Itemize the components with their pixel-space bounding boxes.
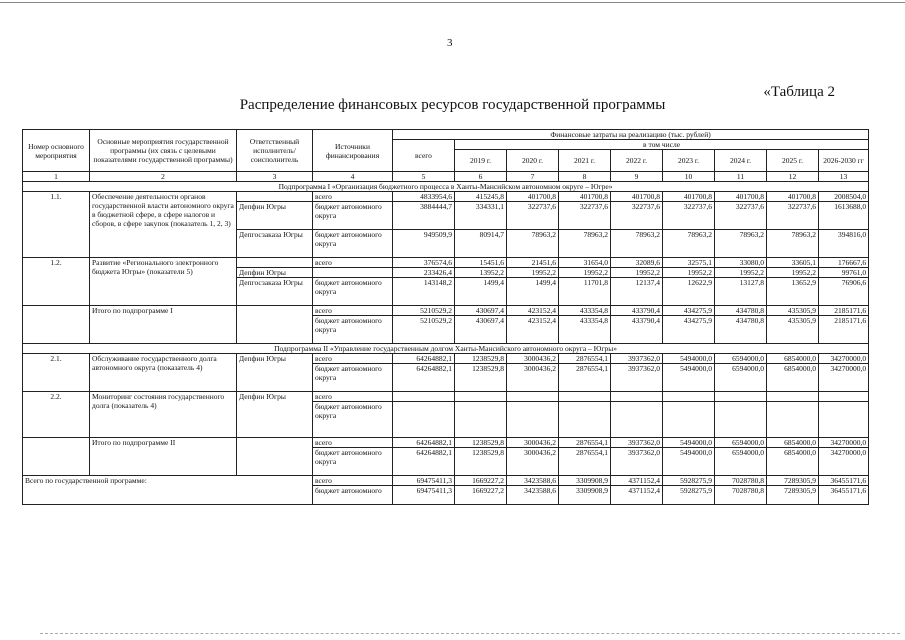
column-number: 9: [611, 172, 663, 182]
value-cell: 2008504,0: [819, 192, 869, 202]
value-cell: 6594000,0: [715, 354, 767, 364]
value-cell: 80914,7: [455, 230, 507, 258]
source-cell: бюджет автономного округа: [313, 364, 393, 392]
value-cell: 322737,6: [507, 202, 559, 230]
source-cell: всего: [313, 438, 393, 448]
executor-cell: Депфин Югры: [237, 202, 313, 230]
value-cell: 78963,2: [715, 230, 767, 258]
value-cell: 78963,2: [559, 230, 611, 258]
value-cell: 13952,2: [455, 268, 507, 278]
column-number: 8: [559, 172, 611, 182]
value-cell: 322737,6: [611, 202, 663, 230]
header-number: Номер основного мероприятия: [23, 130, 90, 172]
value-cell: 5494000,0: [663, 438, 715, 448]
source-cell: [313, 268, 393, 278]
value-cell: 5928275,9: [663, 486, 715, 505]
source-cell: всего: [313, 392, 393, 402]
value-cell: 78963,2: [507, 230, 559, 258]
value-cell: [819, 402, 869, 438]
executor-cell: Депфин Югры: [237, 268, 313, 278]
empty-cell: [23, 438, 90, 476]
value-cell: 401700,8: [663, 192, 715, 202]
value-cell: 430697,4: [455, 316, 507, 344]
value-cell: 64264882,1: [393, 448, 455, 476]
document-title: Распределение финансовых ресурсов государственной программы: [239, 97, 666, 113]
value-cell: [715, 392, 767, 402]
measure-number: 2.2.: [23, 392, 90, 438]
value-cell: 78963,2: [611, 230, 663, 258]
value-cell: 401700,8: [559, 192, 611, 202]
value-cell: 1238529,8: [455, 354, 507, 364]
value-cell: 64264882,1: [393, 364, 455, 392]
measure-number: 1.2.: [23, 258, 90, 306]
column-number: 2: [90, 172, 237, 182]
value-cell: 1499,4: [455, 278, 507, 306]
value-cell: 76906,6: [819, 278, 869, 306]
value-cell: 2876554,1: [559, 438, 611, 448]
value-cell: 3000436,2: [507, 438, 559, 448]
value-cell: 3000436,2: [507, 364, 559, 392]
value-cell: 434275,9: [663, 306, 715, 316]
value-cell: 1613688,0: [819, 202, 869, 230]
value-cell: 1499,4: [507, 278, 559, 306]
value-cell: [455, 392, 507, 402]
value-cell: 32089,6: [611, 258, 663, 268]
value-cell: 423152,4: [507, 316, 559, 344]
value-cell: 322737,6: [559, 202, 611, 230]
value-cell: [819, 392, 869, 402]
source-cell: всего: [313, 354, 393, 364]
value-cell: 19952,2: [507, 268, 559, 278]
header-year: 2019 г.: [455, 150, 507, 172]
value-cell: 34270000,0: [819, 364, 869, 392]
header-year: 2023 г.: [663, 150, 715, 172]
value-cell: [767, 392, 819, 402]
source-cell: бюджет автономного округа: [313, 448, 393, 476]
value-cell: 36455171,6: [819, 476, 869, 486]
value-cell: 430697,4: [455, 306, 507, 316]
value-cell: 69475411,3: [393, 476, 455, 486]
value-cell: 5210529,2: [393, 316, 455, 344]
value-cell: 6594000,0: [715, 448, 767, 476]
value-cell: 949509,9: [393, 230, 455, 258]
value-cell: 433354,8: [559, 306, 611, 316]
source-cell: бюджет автономного округа: [313, 202, 393, 230]
value-cell: 6854000,0: [767, 354, 819, 364]
header-year: 2022 г.: [611, 150, 663, 172]
column-number: 3: [237, 172, 313, 182]
value-cell: 19952,2: [611, 268, 663, 278]
value-cell: 1669227,2: [455, 486, 507, 505]
value-cell: 322737,6: [715, 202, 767, 230]
value-cell: 401700,8: [715, 192, 767, 202]
value-cell: 4371152,4: [611, 476, 663, 486]
value-cell: 7289305,9: [767, 476, 819, 486]
value-cell: 3309908,9: [559, 476, 611, 486]
value-cell: [559, 402, 611, 438]
measure-name: Обслуживание государственного долга автономного округа (показатель 4): [90, 354, 237, 392]
value-cell: 401700,8: [611, 192, 663, 202]
value-cell: 5494000,0: [663, 448, 715, 476]
subprogram-heading: Подпрограмма II «Управление государственным долгом Ханты-Мансийского автономного округа – Югры»: [23, 344, 869, 354]
value-cell: 5494000,0: [663, 354, 715, 364]
value-cell: 64264882,1: [393, 354, 455, 364]
value-cell: [455, 402, 507, 438]
value-cell: 401700,8: [767, 192, 819, 202]
source-cell: всего: [313, 306, 393, 316]
measure-number: 1.1.: [23, 192, 90, 258]
value-cell: 3423588,6: [507, 486, 559, 505]
bottom-border-line: [40, 633, 900, 634]
value-cell: 31654,0: [559, 258, 611, 268]
value-cell: 6854000,0: [767, 364, 819, 392]
value-cell: 19952,2: [559, 268, 611, 278]
executor-cell: Депгосзаказа Югры: [237, 230, 313, 258]
value-cell: 34270000,0: [819, 354, 869, 364]
header-costs: Финансовые затраты на реализацию (тыс. рублей): [393, 130, 869, 140]
value-cell: 434780,8: [715, 306, 767, 316]
value-cell: 19952,2: [767, 268, 819, 278]
source-cell: бюджет автономного округа: [313, 316, 393, 344]
value-cell: 3309908,9: [559, 486, 611, 505]
executor-cell: [237, 192, 313, 202]
executor-cell: [237, 258, 313, 268]
subtotal-label: Итого по подпрограмме I: [90, 306, 237, 344]
source-cell: всего: [313, 192, 393, 202]
measure-name: Мониторинг состояния государственного долга (показатель 4): [90, 392, 237, 438]
value-cell: 176667,6: [819, 258, 869, 268]
header-sources: Источники финансирования: [313, 130, 393, 172]
value-cell: 433790,4: [611, 306, 663, 316]
column-number: 4: [313, 172, 393, 182]
subprogram-heading: Подпрограмма I «Организация бюджетного процесса в Ханты-Мансийском автономном округе – Югре»: [23, 182, 869, 192]
value-cell: 12137,4: [611, 278, 663, 306]
value-cell: 435305,9: [767, 316, 819, 344]
executor-cell: Депгосзаказа Югры: [237, 278, 313, 306]
value-cell: 1669227,2: [455, 476, 507, 486]
value-cell: 7028780,8: [715, 486, 767, 505]
value-cell: 233426,4: [393, 268, 455, 278]
value-cell: [611, 392, 663, 402]
value-cell: 3937362,0: [611, 354, 663, 364]
value-cell: 434780,8: [715, 316, 767, 344]
value-cell: 434275,9: [663, 316, 715, 344]
value-cell: 415245,8: [455, 192, 507, 202]
value-cell: 5494000,0: [663, 364, 715, 392]
value-cell: 433790,4: [611, 316, 663, 344]
header-year: 2025 г.: [767, 150, 819, 172]
value-cell: 322737,6: [767, 202, 819, 230]
value-cell: 435305,9: [767, 306, 819, 316]
header-measures: Основные мероприятия государственной программы (их связь с целевыми показателями государственной программы): [90, 130, 237, 172]
value-cell: 143148,2: [393, 278, 455, 306]
value-cell: 6854000,0: [767, 448, 819, 476]
column-number: 12: [767, 172, 819, 182]
source-cell: всего: [313, 258, 393, 268]
measure-number: 2.1.: [23, 354, 90, 392]
value-cell: 5928275,9: [663, 476, 715, 486]
value-cell: 1238529,8: [455, 438, 507, 448]
value-cell: 1238529,8: [455, 448, 507, 476]
column-number: 7: [507, 172, 559, 182]
value-cell: 2876554,1: [559, 364, 611, 392]
value-cell: 2876554,1: [559, 354, 611, 364]
value-cell: 3000436,2: [507, 448, 559, 476]
executor-cell: Депфин Югры: [237, 354, 313, 392]
table-label: «Таблица 2: [763, 84, 835, 100]
value-cell: [611, 402, 663, 438]
source-cell: всего: [313, 476, 393, 486]
value-cell: 13127,8: [715, 278, 767, 306]
value-cell: 394816,0: [819, 230, 869, 258]
executor-cell: [237, 306, 313, 344]
value-cell: 322737,6: [663, 202, 715, 230]
column-number: 1: [23, 172, 90, 182]
finance-table: [22, 129, 869, 505]
header-year: 2021 г.: [559, 150, 611, 172]
value-cell: 5210529,2: [393, 306, 455, 316]
value-cell: 3423588,6: [507, 476, 559, 486]
value-cell: 3937362,0: [611, 438, 663, 448]
value-cell: 376574,6: [393, 258, 455, 268]
source-cell: бюджет автономного: [313, 486, 393, 505]
value-cell: 33080,0: [715, 258, 767, 268]
value-cell: [715, 402, 767, 438]
header-year: 2020 г.: [507, 150, 559, 172]
value-cell: 64264882,1: [393, 438, 455, 448]
value-cell: 15451,6: [455, 258, 507, 268]
value-cell: 3937362,0: [611, 364, 663, 392]
value-cell: 32575,1: [663, 258, 715, 268]
column-number: 5: [393, 172, 455, 182]
value-cell: 33605,1: [767, 258, 819, 268]
column-number: 13: [819, 172, 869, 182]
value-cell: 423152,4: [507, 306, 559, 316]
value-cell: 2185171,6: [819, 306, 869, 316]
column-number: 6: [455, 172, 507, 182]
value-cell: [767, 402, 819, 438]
value-cell: 69475411,3: [393, 486, 455, 505]
source-cell: бюджет автономного округа: [313, 230, 393, 258]
value-cell: 4833954,6: [393, 192, 455, 202]
header-including: в том числе: [455, 140, 869, 150]
value-cell: [663, 392, 715, 402]
value-cell: 11701,8: [559, 278, 611, 306]
value-cell: 21451,6: [507, 258, 559, 268]
header-year: 2026-2030 гг: [819, 150, 869, 172]
value-cell: [663, 402, 715, 438]
value-cell: 13652,9: [767, 278, 819, 306]
value-cell: 6594000,0: [715, 364, 767, 392]
value-cell: [507, 402, 559, 438]
column-number: 11: [715, 172, 767, 182]
empty-cell: [23, 306, 90, 344]
value-cell: 7289305,9: [767, 486, 819, 505]
source-cell: бюджет автономного округа: [313, 278, 393, 306]
value-cell: 34270000,0: [819, 438, 869, 448]
value-cell: [507, 392, 559, 402]
value-cell: 3000436,2: [507, 354, 559, 364]
value-cell: 3937362,0: [611, 448, 663, 476]
value-cell: 2185171,6: [819, 316, 869, 344]
value-cell: 4371152,4: [611, 486, 663, 505]
value-cell: 34270000,0: [819, 448, 869, 476]
measure-name: Обеспечение деятельности органов государственной власти автономного округа в бюджетной сфере, в сфере налогов и сборов, в сфере закупок (показатель 1, 2, 3): [90, 192, 237, 258]
value-cell: 36455171,6: [819, 486, 869, 505]
value-cell: 6594000,0: [715, 438, 767, 448]
value-cell: [393, 392, 455, 402]
header-total: всего: [393, 140, 455, 172]
value-cell: 78963,2: [767, 230, 819, 258]
top-border-line: [0, 2, 905, 3]
value-cell: 401700,8: [507, 192, 559, 202]
value-cell: 7028780,8: [715, 476, 767, 486]
value-cell: 3884444,7: [393, 202, 455, 230]
value-cell: [559, 392, 611, 402]
header-year: 2024 г.: [715, 150, 767, 172]
value-cell: 19952,2: [663, 268, 715, 278]
value-cell: 78963,2: [663, 230, 715, 258]
source-cell: бюджет автономного округа: [313, 402, 393, 438]
value-cell: 1238529,8: [455, 364, 507, 392]
value-cell: [393, 402, 455, 438]
value-cell: 19952,2: [715, 268, 767, 278]
grand-total-label: Всего по государственной программе:: [23, 476, 313, 505]
value-cell: 12622,9: [663, 278, 715, 306]
value-cell: 99761,0: [819, 268, 869, 278]
subtotal-label: Итого по подпрограмме II: [90, 438, 237, 476]
value-cell: 433354,8: [559, 316, 611, 344]
measure-name: Развитие «Регионального электронного бюджета Югры» (показатели 5): [90, 258, 237, 306]
column-number: 10: [663, 172, 715, 182]
executor-cell: Депфин Югры: [237, 392, 313, 438]
executor-cell: [237, 438, 313, 476]
value-cell: 6854000,0: [767, 438, 819, 448]
value-cell: 2876554,1: [559, 448, 611, 476]
page-number: 3: [447, 37, 453, 49]
value-cell: 334331,1: [455, 202, 507, 230]
header-executor: Ответственный исполнитель/ соисполнитель: [237, 130, 313, 172]
